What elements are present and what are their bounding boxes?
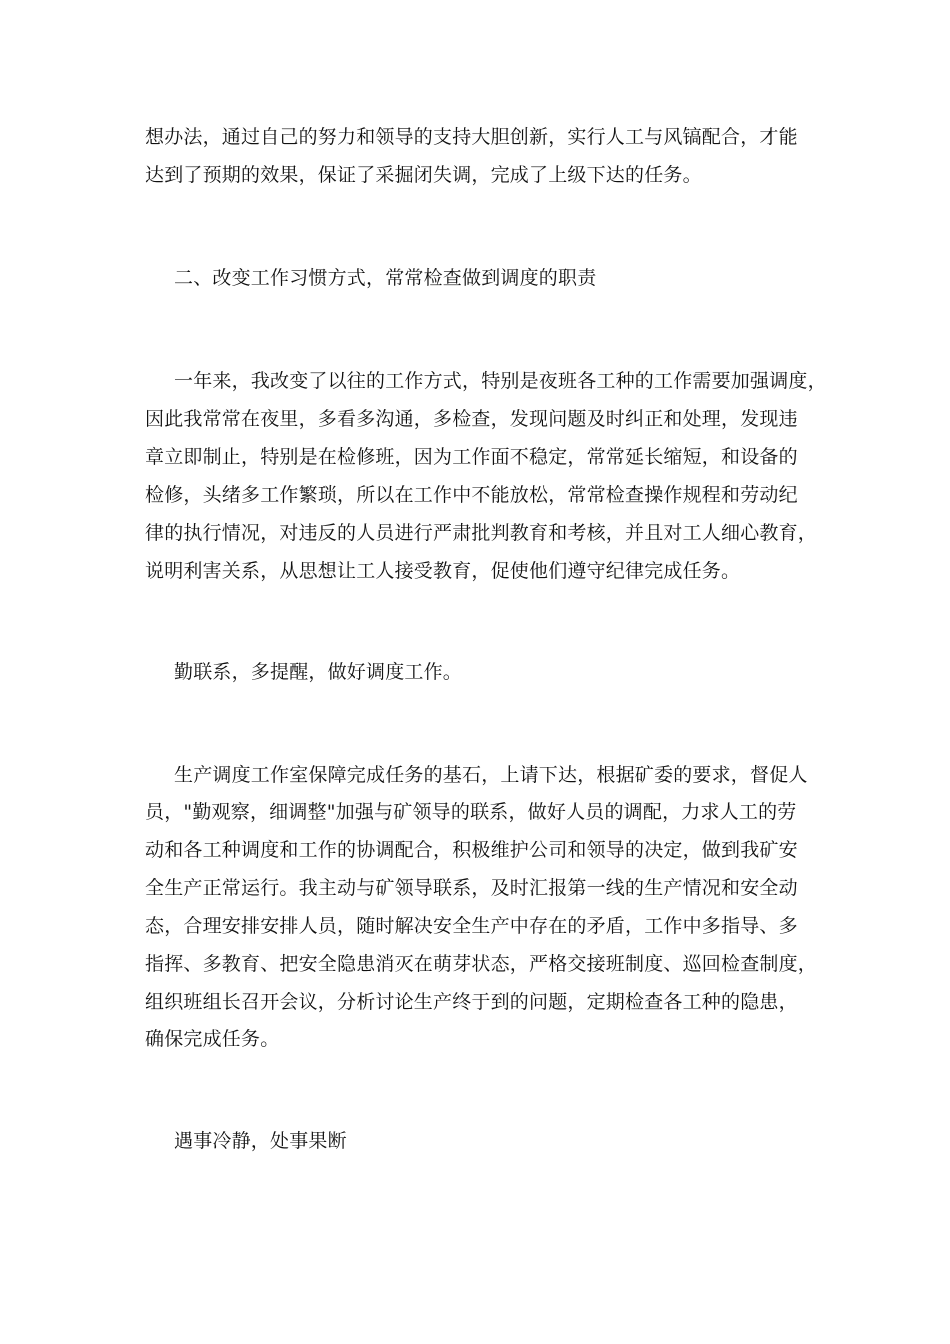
subheading: 遇事冷静，处事果断: [174, 1130, 347, 1152]
paragraph-line: 想办法，通过自己的努力和领导的支持大胆创新，实行人工与风镐配合，才能: [145, 126, 798, 148]
paragraph-line: 章立即制止，特别是在检修班，因为工作面不稳定，常常延长缩短，和设备的: [145, 446, 798, 468]
paragraph-line: 组织班组长召开会议，分析讨论生产终于到的问题，定期检查各工种的隐患，: [145, 991, 798, 1013]
paragraph-line: 达到了预期的效果，保证了采掘闭失调，完成了上级下达的任务。: [145, 164, 702, 186]
subheading: 勤联系，多提醒，做好调度工作。: [174, 661, 463, 683]
paragraph-line: 一年来，我改变了以往的工作方式，特别是夜班各工种的工作需要加强调度，: [174, 370, 827, 392]
paragraph-line: 指挥、多教育、把安全隐患消灭在萌芽状态，严格交接班制度、巡回检查制度，: [145, 953, 818, 975]
paragraph-line: 确保完成任务。: [145, 1028, 280, 1050]
paragraph-line: 说明利害关系，从思想让工人接受教育，促使他们遵守纪律完成任务。: [145, 560, 741, 582]
section-heading: 二、改变工作习惯方式，常常检查做到调度的职责: [174, 267, 597, 289]
paragraph-line: 动和各工种调度和工作的协调配合，积极维护公司和领导的决定，做到我矿安: [145, 839, 798, 861]
paragraph-line: 生产调度工作室保障完成任务的基石，上请下达，根据矿委的要求，督促人: [174, 764, 808, 786]
paragraph-line: 因此我常常在夜里，多看多沟通，多检查，发现问题及时纠正和处理，发现违: [145, 408, 798, 430]
paragraph-line: 律的执行情况，对违反的人员进行严肃批判教育和考核，并且对工人细心教育，: [145, 522, 818, 544]
paragraph-line: 员，"勤观察，细调整"加强与矿领导的联系，做好人员的调配，力求人工的劳: [145, 801, 797, 823]
paragraph-line: 检修，头绪多工作繁琐，所以在工作中不能放松，常常检查操作规程和劳动纪: [145, 484, 798, 506]
paragraph-line: 态，合理安排安排人员，随时解决安全生产中存在的矛盾，工作中多指导、多: [145, 915, 798, 937]
paragraph-line: 全生产正常运行。我主动与矿领导联系，及时汇报第一线的生产情况和安全动: [145, 877, 798, 899]
